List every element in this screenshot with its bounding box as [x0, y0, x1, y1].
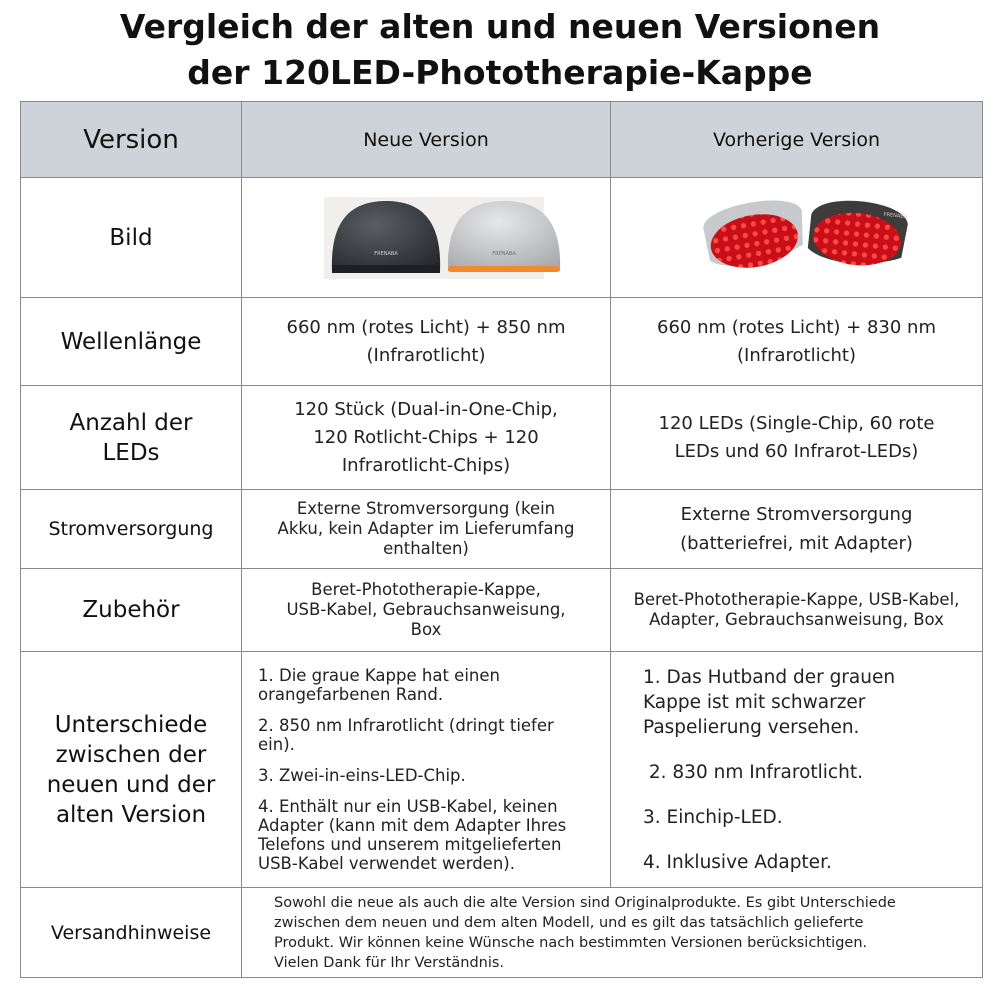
list-item: 2. 850 nm Infrarotlicht (dringt tiefer ein).	[258, 716, 554, 754]
list-item: 4. Inklusive Adapter.	[643, 851, 832, 873]
row-versand	[21, 888, 983, 978]
row-strom	[21, 490, 983, 569]
differences-new	[242, 652, 611, 888]
label-versand: Versandhinweise	[21, 888, 242, 978]
label-anzahl: Anzahl der LEDs	[21, 386, 242, 490]
label-strom: Stromversorgung	[21, 490, 242, 569]
power-old: Externe Stromversorgung (batteriefrei, mit Adapter)	[611, 490, 983, 569]
list-item: 2. 830 nm Infrarotlicht.	[643, 761, 863, 783]
row-bild	[21, 178, 983, 298]
header-new-version: Neue Version	[242, 102, 611, 178]
image-new-version	[242, 178, 611, 298]
shipping-note: Sowohl die neue als auch die alte Version sind Originalprodukte. Es gibt Unterschiede zwischen dem neuen und dem alten Modell, und es gilt das tatsächlich gelieferte Produkt. Wir können keine Wünsche nach bestimmten Versionen berücksichtigen. Vielen Dank für Ihr Verständnis.	[242, 888, 983, 978]
row-anzahl	[21, 386, 983, 490]
table-header-row	[21, 102, 983, 178]
list-item: 4. Enthält nur ein USB-Kabel, keinen Adapter (kann mit dem Adapter Ihres Telefons und unserem mitgelieferten USB-Kabel verwendet werden).	[258, 797, 567, 873]
label-unterschiede: Unterschiede zwischen der neuen und der alten Version	[21, 652, 242, 888]
label-bild: Bild	[21, 178, 242, 298]
new-caps-image	[242, 179, 610, 297]
row-zubehoer	[21, 569, 983, 652]
old-dark-brand: FRENABA	[883, 211, 908, 220]
orange-rim	[448, 266, 560, 272]
differences-old	[611, 652, 983, 888]
wavelength-new: 660 nm (rotes Licht) + 850 nm (Infrarotlicht)	[242, 298, 611, 386]
image-previous-version	[611, 178, 983, 298]
list-item: 3. Zwei-in-eins-LED-Chip.	[258, 766, 466, 785]
list-item: 3. Einchip-LED.	[643, 806, 783, 828]
new-dark-brand: FRENABA	[374, 250, 398, 257]
header-previous-version: Vorherige Version	[611, 102, 983, 178]
led-count-old: 120 LEDs (Single-Chip, 60 rote LEDs und 60 Infrarot-LEDs)	[611, 386, 983, 490]
label-zubehoer: Zubehör	[21, 569, 242, 652]
previous-caps-image	[611, 179, 981, 297]
dark-cap-inside	[807, 196, 910, 270]
list-item: 1. Das Hutband der grauen Kappe ist mit schwarzer Paspelierung versehen.	[643, 666, 896, 738]
gray-cap-inside	[700, 194, 810, 275]
row-unterschiede	[21, 652, 983, 888]
comparison-table	[20, 101, 983, 978]
accessories-old: Beret-Phototherapie-Kappe, USB-Kabel, Adapter, Gebrauchsanweisung, Box	[611, 569, 983, 652]
new-gray-brand: FRENABA	[492, 250, 516, 257]
wavelength-old: 660 nm (rotes Licht) + 830 nm (Infrarotlicht)	[611, 298, 983, 386]
title-line-1: Vergleich der alten und neuen Versionen	[119, 7, 881, 46]
accessories-new: Beret-Phototherapie-Kappe, USB-Kabel, Gebrauchsanweisung, Box	[242, 569, 611, 652]
power-new: Externe Stromversorgung (kein Akku, kein Adapter im Lieferumfang enthalten)	[242, 490, 611, 569]
title-line-2: der 120LED-Phototherapie-Kappe	[187, 53, 813, 92]
page-title	[0, 4, 1000, 96]
row-wellenlaenge	[21, 298, 983, 386]
header-version: Version	[21, 102, 242, 178]
label-wellenlaenge: Wellenlänge	[21, 298, 242, 386]
list-item: 1. Die graue Kappe hat einen orangefarbenen Rand.	[258, 666, 500, 704]
led-count-new: 120 Stück (Dual-in-One-Chip, 120 Rotlicht-Chips + 120 Infrarotlicht-Chips)	[242, 386, 611, 490]
